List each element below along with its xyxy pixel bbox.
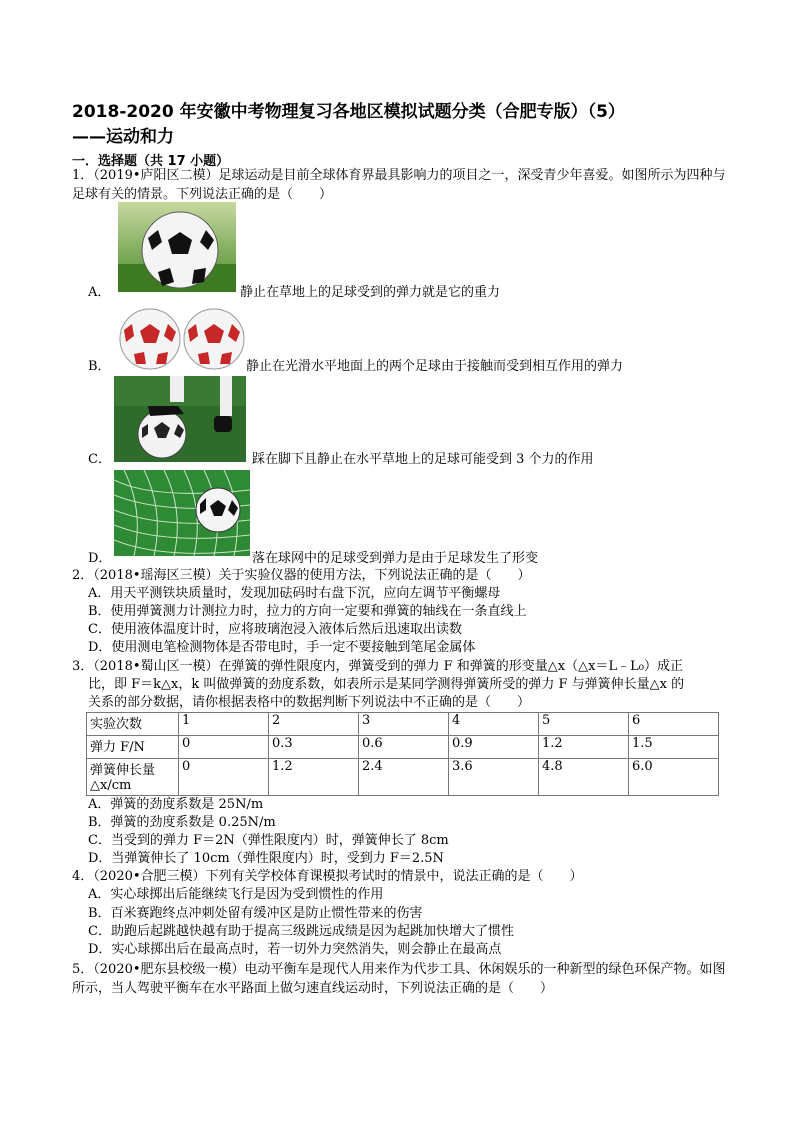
question-3-stem-line-3: 关系的部分数据，请你根据表格中的数据判断下列说法中不正确的是（ ） <box>88 695 531 710</box>
spring-data-table <box>86 712 719 796</box>
table-cell: 1.5 <box>629 736 719 759</box>
table-cell: 1.2 <box>269 759 359 796</box>
soccer-ball-on-grass-image <box>118 202 236 292</box>
question-3-stem-line-1: 3．（2018•蜀山区一模）在弹簧的弹性限度内，弹簧受到的弹力 F 和弹簧的形变量△x（△x＝L﹣L₀）成正 <box>72 659 683 674</box>
table-cell: 0.3 <box>269 736 359 759</box>
q2-option-d: D．使用测电笔检测物体是否带电时，手一定不要接触到笔尾金属体 <box>88 640 476 655</box>
q3-option-d: D．当弹簧伸长了 10cm（弹性限度内）时，受到力 F＝2.5N <box>88 851 444 866</box>
question-1-stem: 1．（2019•庐阳区二模）足球运动是目前全球体育界最具影响力的项目之一，深受青少年喜爱。如图所示为四种与足球有关的情景。下列说法正确的是（ ） <box>72 168 726 202</box>
question-2-stem: 2．（2018•瑶海区三模）关于实验仪器的使用方法，下列说法正确的是（ ） <box>72 568 531 583</box>
q3-option-c: C．当受到的弹力 F＝2N（弹性限度内）时，弹簧伸长了 8cm <box>88 833 449 848</box>
q1-option-d-label: D． <box>88 551 112 566</box>
q1-option-c-text: 踩在脚下且静止在水平草地上的足球可能受到 3 个力的作用 <box>252 452 594 467</box>
table-cell: 6.0 <box>629 759 719 796</box>
q2-option-c: C．使用液体温度计时，应将玻璃泡浸入液体后然后迅速取出读数 <box>88 622 462 637</box>
table-cell: 1.2 <box>539 736 629 759</box>
table-row <box>87 736 719 759</box>
question-4-stem: 4．（2020•合肥三模）下列有关学校体育课模拟考试时的情景中，说法正确的是（ ） <box>72 869 583 884</box>
q2-option-a: A．用天平测铁块质量时，发现加砝码时右盘下沉，应向左调节平衡螺母 <box>88 586 501 601</box>
table-row <box>87 713 719 736</box>
table-header-cell: 弹力 F/N <box>87 736 179 759</box>
table-header-cell: 弹簧伸长量△x/cm <box>87 759 179 796</box>
table-cell: 3.6 <box>449 759 539 796</box>
question-3-stem-line-2: 比，即 F＝k△x，k 叫做弹簧的劲度系数，如表所示是某同学测得弹簧所受的弹力 F 与弹簧伸长量△x 的 <box>88 677 685 692</box>
question-5-stem: 5．（2020•肥东县校级一模）电动平衡车是现代人用来作为代步工具、休闲娱乐的一种新型的绿色环保产物。如图所示，当人驾驶平衡车在水平路面上做匀速直线运动时，下列说法正确的是（ ） <box>72 962 726 996</box>
table-cell: 0.9 <box>449 736 539 759</box>
table-cell: 0 <box>179 759 269 796</box>
q4-option-d: D．实心球掷出后在最高点时，若一切外力突然消失，则会静止在最高点 <box>88 942 502 957</box>
q4-option-b: B．百米赛跑终点冲刺处留有缓冲区是防止惯性带来的伤害 <box>88 906 423 921</box>
q1-option-b-label: B． <box>88 359 111 374</box>
table-cell: 4 <box>449 713 539 736</box>
q3-option-a: A．弹簧的劲度系数是 25N/m <box>88 797 264 812</box>
title-line-2: ——运动和力 <box>72 127 174 147</box>
q1-option-c-label: C． <box>88 452 111 467</box>
q4-option-a: A．实心球掷出后能继续飞行是因为受到惯性的作用 <box>88 887 384 902</box>
document-title <box>72 100 732 150</box>
q3-option-b: B．弹簧的劲度系数是 0.25N/m <box>88 815 276 830</box>
table-cell: 1 <box>179 713 269 736</box>
q1-option-b-text: 静止在光滑水平地面上的两个足球由于接触而受到相互作用的弹力 <box>246 359 624 374</box>
q1-option-a-label: A． <box>88 285 111 300</box>
table-cell: 3 <box>359 713 449 736</box>
q1-option-a <box>88 202 728 300</box>
table-cell: 5 <box>539 713 629 736</box>
table-cell: 0.6 <box>359 736 449 759</box>
foot-on-soccer-ball-image <box>114 376 246 462</box>
table-cell: 2.4 <box>359 759 449 796</box>
title-line-1: 2018-2020 年安徽中考物理复习各地区模拟试题分类（合肥专版）（5） <box>72 102 625 122</box>
table-cell: 6 <box>629 713 719 736</box>
section-heading: 一．选择题（共 17 小题） <box>72 154 230 169</box>
q1-option-d <box>88 470 728 566</box>
table-row <box>87 759 719 796</box>
q1-option-b <box>88 308 728 374</box>
table-cell: 2 <box>269 713 359 736</box>
ball-in-net-image <box>114 470 250 556</box>
q1-option-c <box>88 376 728 467</box>
q1-option-a-text: 静止在草地上的足球受到的弹力就是它的重力 <box>240 285 501 300</box>
table-cell: 4.8 <box>539 759 629 796</box>
two-red-soccer-balls-image <box>118 308 246 370</box>
table-cell: 0 <box>179 736 269 759</box>
table-header-cell: 实验次数 <box>87 713 179 736</box>
q1-option-d-text: 落在球网中的足球受到弹力是由于足球发生了形变 <box>252 551 539 566</box>
q2-option-b: B．使用弹簧测力计测拉力时，拉力的方向一定要和弹簧的轴线在一条直线上 <box>88 604 527 619</box>
q4-option-c: C．助跑后起跳越快越有助于提高三级跳远成绩是因为起跳加快增大了惯性 <box>88 924 514 939</box>
